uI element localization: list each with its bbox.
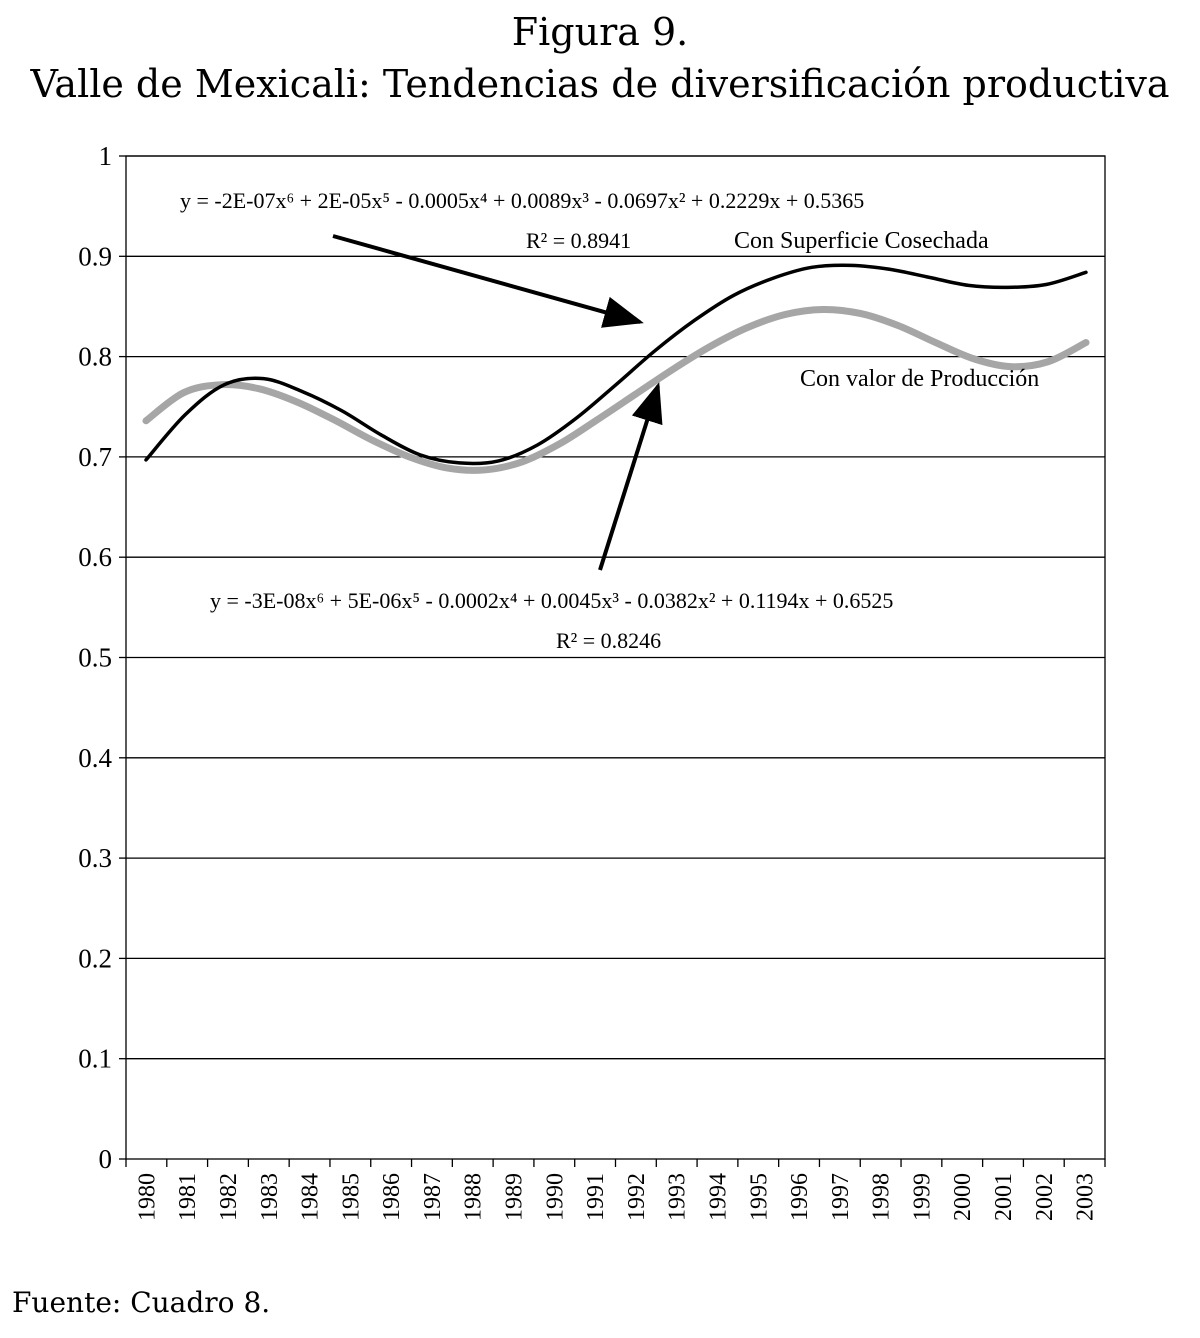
x-tick-label: 1982 [215, 1173, 242, 1221]
x-tick-label: 1980 [134, 1173, 161, 1221]
y-tick-label: 0.6 [78, 542, 112, 573]
x-tick-label: 1986 [379, 1173, 406, 1221]
x-tick-label: 2000 [950, 1173, 977, 1221]
y-tick-label: 0.9 [78, 241, 112, 272]
x-tick-label: 1999 [909, 1173, 936, 1221]
x-tick-label: 1997 [827, 1173, 854, 1221]
x-tick-label: 1996 [787, 1173, 814, 1221]
y-tick-label: 0.3 [78, 843, 112, 874]
x-tick-label: 1984 [297, 1173, 324, 1221]
x-tick-label: 1998 [868, 1173, 895, 1221]
legend-label-valor: Con valor de Producción [800, 366, 1040, 392]
r2-superficie: R² = 0.8941 [526, 228, 632, 253]
x-tick-label: 1989 [501, 1173, 528, 1221]
x-tick-label: 2001 [991, 1173, 1018, 1221]
legend-label-superficie: Con Superficie Cosechada [734, 228, 989, 254]
y-tick-label: 0.2 [78, 943, 112, 974]
y-tick-label: 0.7 [78, 441, 112, 472]
x-tick-label: 2002 [1031, 1173, 1058, 1221]
y-tick-label: 0.8 [78, 341, 112, 372]
r2-valor: R² = 0.8246 [556, 628, 662, 653]
x-tick-label: 1994 [705, 1173, 732, 1221]
x-tick-label: 1995 [746, 1173, 773, 1221]
x-tick-label: 1981 [175, 1173, 202, 1221]
y-tick-label: 0.1 [78, 1043, 112, 1074]
x-tick-label: 1993 [664, 1173, 691, 1221]
source-note: Fuente: Cuadro 8. [12, 1286, 271, 1319]
chart-title: Valle de Mexicali: Tendencias de diversificación productiva [30, 62, 1170, 106]
x-tick-label: 1987 [419, 1173, 446, 1221]
y-tick-label: 0.5 [78, 642, 112, 673]
y-tick-label: 1 [98, 141, 112, 171]
equation-valor: y = -3E-08x⁶ + 5E-06x⁵ - 0.0002x⁴ + 0.0045x³ - 0.0382x² + 0.1194x + 0.6525 [210, 588, 894, 613]
y-tick-label: 0 [98, 1144, 112, 1174]
y-tick-label: 0.4 [78, 742, 112, 773]
figure-label: Figura 9. [511, 10, 689, 54]
equation-superficie: y = -2E-07x⁶ + 2E-05x⁵ - 0.0005x⁴ + 0.0089x³ - 0.0697x² + 0.2229x + 0.5365 [180, 188, 865, 213]
series-line-superficie [146, 265, 1086, 463]
x-tick-label: 1991 [583, 1173, 610, 1221]
x-tick-label: 2003 [1072, 1173, 1099, 1221]
x-tick-label: 1985 [338, 1173, 365, 1221]
x-tick-label: 1988 [460, 1173, 487, 1221]
x-tick-label: 1990 [542, 1173, 569, 1221]
x-tick-label: 1992 [623, 1173, 650, 1221]
x-tick-label: 1983 [256, 1173, 283, 1221]
